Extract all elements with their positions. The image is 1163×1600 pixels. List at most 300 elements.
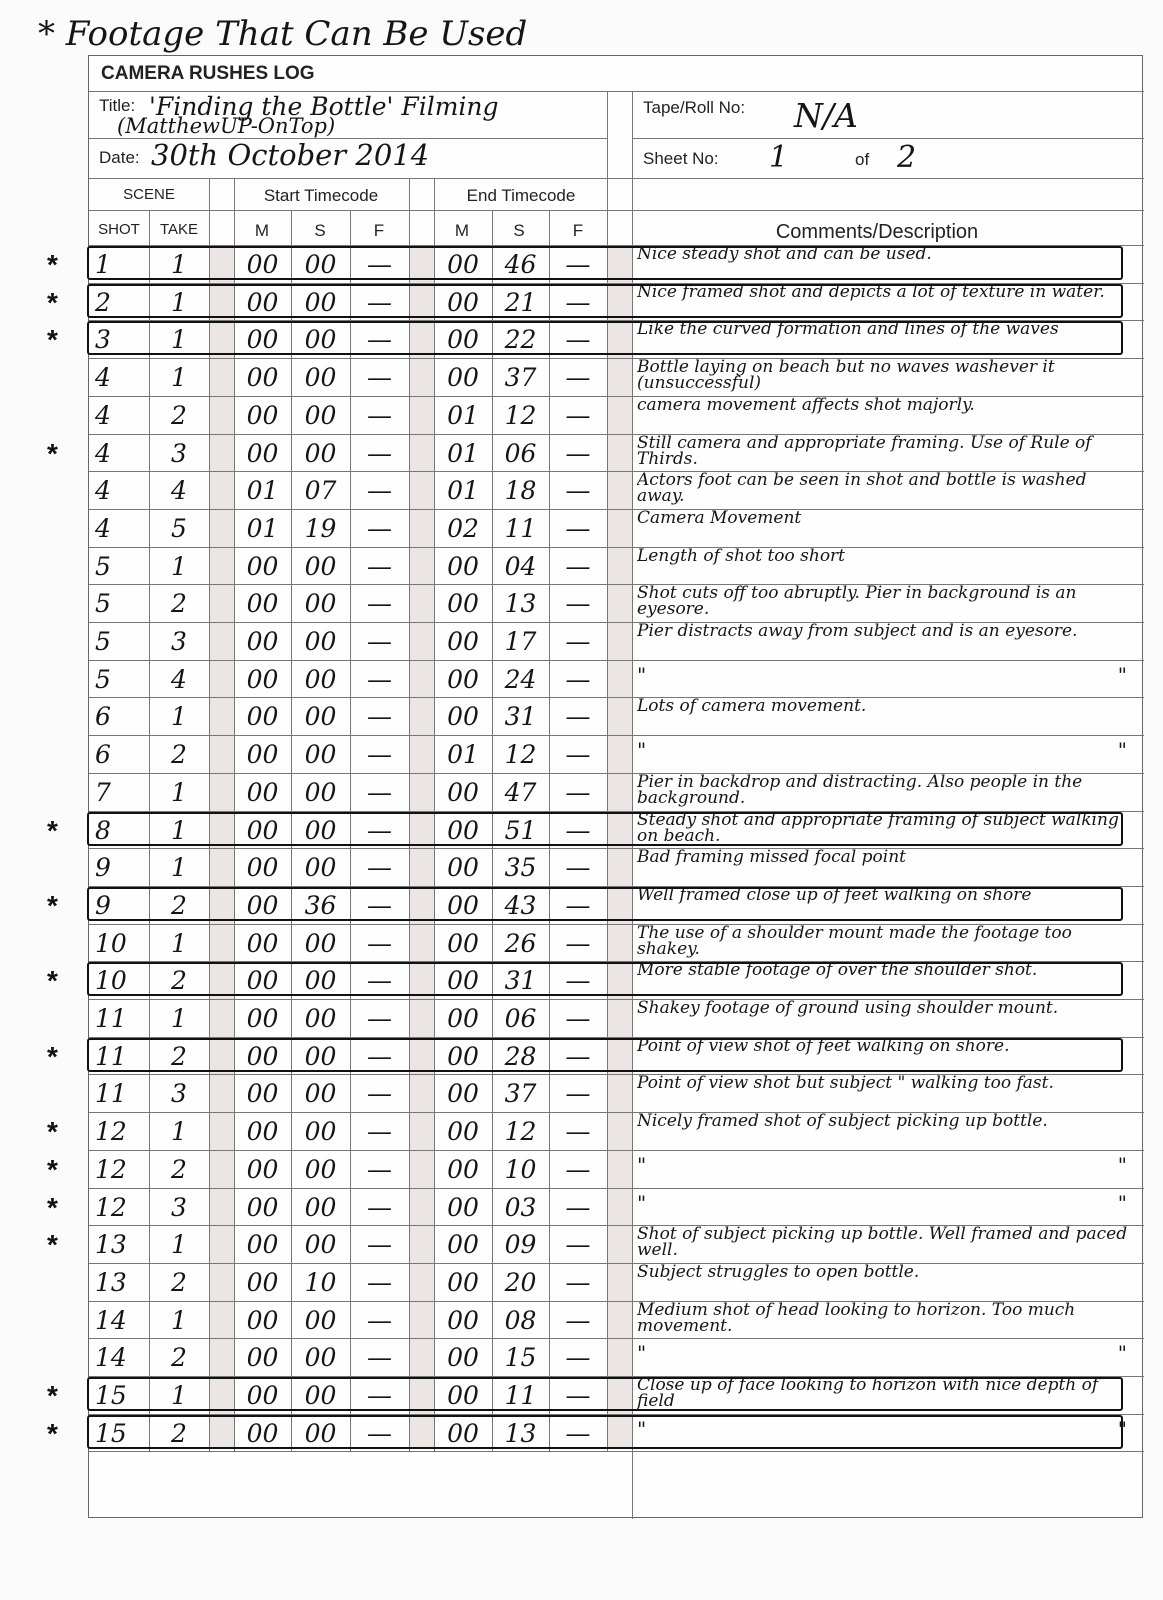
end-m-header: M: [454, 221, 470, 240]
end-s-cell: 08: [504, 1305, 537, 1335]
comment-text: Length of shot too short: [637, 547, 846, 566]
end-m-cell: 01: [447, 400, 479, 430]
take-cell: 2: [171, 400, 187, 430]
take-cell: 2: [171, 966, 187, 996]
start-s-header: S: [314, 221, 326, 240]
start-f-cell: —: [367, 400, 392, 430]
end-m-cell: 00: [447, 551, 479, 581]
shot-cell: 2: [95, 287, 111, 317]
comment-cell: [637, 736, 1137, 772]
comment-cell: [637, 698, 1137, 734]
table-row: [89, 584, 1144, 622]
comment-cell: [637, 510, 1137, 546]
end-f-cell: —: [565, 1230, 591, 1260]
shot-cell: 4: [95, 400, 111, 430]
shot-cell: 9: [95, 853, 111, 883]
end-m-cell: 00: [447, 928, 479, 958]
start-m-cell: 00: [246, 627, 279, 656]
table-row: [47, 434, 1144, 472]
take-cell: 1: [171, 1230, 187, 1260]
end-m-cell: 00: [447, 325, 479, 355]
start-f-cell: —: [367, 589, 392, 619]
start-f-cell: —: [367, 1381, 392, 1410]
shot-cell: 10: [95, 928, 127, 958]
end-s-cell: 31: [504, 966, 537, 996]
take-cell: 1: [171, 1117, 187, 1147]
ditto-mark: ": [1117, 1190, 1127, 1215]
take-cell: 4: [171, 664, 187, 694]
comment-cell: [637, 1302, 1137, 1338]
end-s-cell: 46: [504, 250, 537, 279]
end-f-cell: —: [565, 1267, 591, 1297]
end-f-cell: —: [565, 400, 591, 430]
end-m-cell: 00: [447, 1267, 479, 1297]
end-f-cell: —: [565, 287, 591, 317]
start-m-cell: 00: [246, 1117, 279, 1147]
shot-cell: 8: [95, 815, 111, 845]
end-m-cell: 00: [447, 1117, 479, 1147]
start-s-cell: 00: [304, 1079, 337, 1109]
start-s-cell: 00: [304, 740, 337, 770]
start-s-cell: 00: [304, 928, 337, 958]
comment-cell: [637, 1264, 1137, 1300]
start-m-cell: 00: [246, 1154, 279, 1184]
start-s-cell: 00: [304, 363, 337, 393]
of-label: of: [855, 150, 870, 169]
end-m-cell: 00: [447, 966, 479, 996]
end-s-cell: 03: [504, 1192, 537, 1222]
start-m-cell: 00: [246, 740, 279, 770]
end-m-cell: 00: [447, 589, 479, 619]
start-f-cell: —: [367, 250, 392, 279]
start-m-cell: 00: [246, 438, 279, 468]
end-m-cell: 00: [447, 363, 479, 393]
table-row: [89, 358, 1144, 396]
start-s-cell: 00: [304, 1004, 337, 1033]
table-row: [89, 1263, 1144, 1301]
comment-text: Like the curved formation and lines of the waves: [637, 321, 1059, 340]
end-s-cell: 04: [504, 551, 537, 581]
end-m-cell: 00: [447, 664, 479, 694]
start-f-cell: —: [367, 966, 392, 996]
tape-roll-label: Tape/Roll No:: [643, 98, 746, 117]
take-cell: 1: [171, 363, 187, 393]
start-s-cell: 00: [304, 1192, 337, 1222]
end-s-cell: 12: [504, 400, 537, 430]
end-s-cell: 37: [504, 1079, 537, 1109]
usable-star-mark: *: [47, 286, 58, 318]
shot-cell: 4: [95, 363, 111, 393]
start-s-cell: 00: [304, 1154, 337, 1184]
sheet-no-label: Sheet No:: [643, 149, 719, 168]
end-f-cell: —: [565, 1079, 591, 1109]
ditto-mark: ": [1117, 1341, 1127, 1366]
usable-star-mark: *: [47, 1040, 58, 1072]
take-cell: 1: [171, 928, 187, 958]
end-s-cell: 43: [504, 890, 537, 920]
take-cell: 1: [171, 1004, 187, 1033]
comment-text: The use of a shoulder mount made the footage too shakey.: [637, 924, 1072, 959]
end-f-cell: —: [565, 664, 591, 694]
shot-cell: 5: [95, 589, 111, 619]
start-s-cell: 00: [304, 1117, 337, 1147]
start-s-cell: 00: [304, 250, 337, 279]
comment-text: Nice steady shot and can be used.: [637, 246, 932, 264]
end-f-cell: —: [565, 890, 591, 920]
usable-star-mark: *: [47, 814, 58, 846]
table-row: [47, 245, 1144, 283]
comment-text: ": [637, 738, 647, 763]
take-cell: 1: [171, 325, 187, 355]
comment-text: ": [637, 662, 647, 687]
comments-header: Comments/Description: [775, 221, 979, 243]
start-f-cell: —: [367, 627, 392, 656]
table-row: [47, 1376, 1144, 1414]
shot-cell: 14: [95, 1343, 127, 1373]
table-row: [89, 1301, 1144, 1339]
start-m-cell: 00: [246, 1079, 279, 1109]
end-m-cell: 00: [447, 1230, 479, 1260]
table-row: [89, 471, 1144, 509]
table-row: [89, 999, 1144, 1037]
comment-text: ": [637, 1416, 647, 1441]
end-m-cell: 00: [447, 815, 479, 845]
comment-cell: [637, 623, 1137, 659]
start-m-cell: 00: [246, 400, 279, 430]
end-s-cell: 15: [504, 1343, 537, 1373]
end-f-cell: —: [565, 966, 591, 996]
start-f-cell: —: [367, 1418, 392, 1448]
take-cell: 2: [171, 1267, 187, 1297]
log-title: CAMERA RUSHES LOG: [101, 63, 315, 84]
take-cell: 2: [171, 589, 187, 619]
comment-text: Shakey footage of ground using shoulder mount.: [637, 1000, 1059, 1018]
comment-text: Actors foot can be seen in shot and bottle is washed away.: [637, 472, 1087, 507]
table-row: [47, 1414, 1144, 1452]
take-cell: 2: [171, 1418, 187, 1448]
table-row: [89, 848, 1144, 886]
take-cell: 1: [171, 702, 187, 732]
take-cell: 2: [171, 1041, 187, 1071]
end-s-cell: 06: [504, 1004, 537, 1033]
usable-star-mark: *: [47, 324, 58, 356]
table-row: [89, 622, 1144, 660]
take-cell: 2: [171, 1154, 187, 1184]
comment-text: Lots of camera movement.: [637, 698, 867, 717]
start-m-cell: 00: [246, 1418, 279, 1448]
end-s-header: S: [513, 221, 525, 240]
comment-cell: [637, 246, 1137, 282]
start-f-cell: —: [367, 815, 392, 845]
table-row: [47, 811, 1144, 849]
start-m-cell: 00: [246, 1230, 279, 1260]
comment-cell: [637, 962, 1137, 998]
start-f-cell: —: [367, 1117, 392, 1147]
shot-cell: 11: [95, 1004, 127, 1033]
shot-cell: 6: [95, 740, 111, 770]
end-m-cell: 00: [447, 890, 479, 920]
start-s-cell: 00: [304, 551, 337, 581]
table-row: [89, 396, 1144, 434]
end-s-cell: 20: [504, 1267, 537, 1297]
end-f-cell: —: [565, 325, 591, 355]
end-f-cell: —: [565, 1117, 591, 1147]
comment-text: Shot cuts off too abruptly. Pier in background is an eyesore.: [637, 585, 1077, 620]
comment-text: Camera Movement: [637, 509, 802, 528]
shot-cell: 5: [95, 627, 111, 656]
end-s-cell: 31: [504, 702, 537, 732]
start-m-cell: 00: [246, 664, 279, 694]
take-cell: 1: [171, 551, 187, 581]
end-m-cell: 01: [447, 476, 479, 506]
take-cell: 3: [171, 438, 187, 468]
comment-text: ": [637, 1152, 647, 1177]
shot-header: SHOT: [98, 221, 140, 238]
end-f-cell: —: [565, 1192, 591, 1222]
comment-text: Nicely framed shot of subject picking up bottle.: [637, 1113, 1048, 1132]
end-s-cell: 37: [504, 363, 537, 393]
comment-cell: [637, 1075, 1137, 1111]
end-f-cell: —: [565, 513, 591, 543]
usable-star-mark: *: [47, 1229, 58, 1261]
comment-text: More stable footage of over the shoulder shot.: [637, 962, 1038, 981]
start-f-cell: —: [367, 853, 392, 883]
start-s-cell: 19: [304, 513, 337, 543]
start-m-cell: 01: [246, 513, 279, 543]
comment-cell: [637, 284, 1137, 320]
start-m-cell: 00: [246, 966, 279, 996]
start-s-cell: 36: [304, 890, 337, 920]
end-s-cell: 10: [504, 1154, 537, 1184]
table-row: [89, 547, 1144, 585]
end-m-cell: 01: [447, 438, 479, 468]
start-f-cell: —: [367, 928, 392, 958]
end-s-cell: 17: [504, 627, 537, 656]
start-s-cell: 10: [304, 1267, 337, 1297]
end-m-cell: 00: [447, 1381, 479, 1410]
start-s-cell: 00: [304, 1381, 337, 1410]
shot-cell: 12: [95, 1117, 127, 1147]
shot-cell: 10: [95, 966, 127, 996]
end-f-cell: —: [565, 438, 591, 468]
comment-text: Nice framed shot and depicts a lot of texture in water.: [637, 283, 1105, 302]
start-f-cell: —: [367, 287, 392, 317]
ditto-mark: ": [1117, 1152, 1127, 1177]
start-s-cell: 00: [304, 702, 337, 732]
comment-text: Still camera and appropriate framing. Use of Rule of Thirds.: [637, 434, 1092, 469]
comment-cell: [637, 774, 1137, 810]
comment-text: camera movement affects shot majorly.: [637, 396, 975, 415]
table-row: [47, 1188, 1144, 1226]
end-s-cell: 35: [504, 853, 537, 883]
shot-cell: 6: [95, 702, 111, 732]
comment-cell: [637, 812, 1137, 848]
end-f-cell: —: [565, 815, 591, 845]
table-row: [89, 924, 1144, 962]
end-s-cell: 11: [504, 513, 537, 543]
end-s-cell: 06: [504, 438, 537, 468]
usable-star-mark: *: [47, 889, 58, 921]
start-s-cell: 00: [304, 664, 337, 694]
end-f-cell: —: [565, 627, 591, 656]
end-f-cell: —: [565, 1343, 591, 1373]
comment-cell: [637, 1000, 1137, 1036]
table-row: [89, 1074, 1144, 1112]
comment-text: ": [637, 1190, 647, 1215]
usable-star-mark: *: [47, 1153, 58, 1185]
start-m-cell: 00: [246, 928, 279, 958]
shot-cell: 13: [95, 1267, 127, 1297]
shot-cell: 5: [95, 551, 111, 581]
ditto-mark: ": [1117, 1416, 1127, 1441]
comment-cell: [637, 849, 1137, 885]
end-f-header: F: [572, 221, 584, 240]
comment-text: Pier distracts away from subject and is an eyesore.: [637, 623, 1078, 641]
end-m-cell: 00: [447, 1041, 479, 1071]
shot-cell: 14: [95, 1305, 127, 1335]
start-f-cell: —: [367, 1004, 392, 1033]
sheet-total-value: 2: [897, 140, 917, 175]
comment-cell: [637, 472, 1137, 508]
date-value: 30th October 2014: [151, 138, 430, 172]
start-f-cell: —: [367, 476, 392, 506]
end-f-cell: —: [565, 551, 591, 581]
end-s-cell: 11: [504, 1381, 537, 1410]
shot-cell: 11: [95, 1079, 127, 1109]
shot-cell: 5: [95, 664, 111, 694]
table-row: [89, 773, 1144, 811]
end-s-cell: 21: [504, 287, 537, 317]
comment-text: Close up of face looking to horizon with nice depth of field: [637, 1377, 1099, 1411]
start-m-cell: 00: [246, 1343, 279, 1373]
table-row: [89, 1338, 1144, 1376]
start-f-cell: —: [367, 1267, 392, 1297]
comment-cell: [637, 1226, 1137, 1262]
start-s-cell: 00: [304, 438, 337, 468]
title-label: Title:: [99, 96, 136, 115]
take-cell: 2: [171, 740, 187, 770]
comment-cell: [637, 1377, 1137, 1413]
start-s-cell: 00: [304, 400, 337, 430]
end-f-cell: —: [565, 1004, 591, 1033]
end-s-cell: 28: [504, 1041, 537, 1071]
end-m-cell: 00: [447, 777, 479, 807]
end-s-cell: 13: [504, 589, 537, 619]
comment-text: Shot of subject picking up bottle. Well framed and paced well.: [637, 1226, 1128, 1261]
start-f-cell: —: [367, 1154, 392, 1184]
shot-cell: 12: [95, 1154, 127, 1184]
end-f-cell: —: [565, 1418, 591, 1448]
table-row: [47, 320, 1144, 358]
end-m-cell: 02: [447, 513, 479, 543]
comment-cell: [637, 925, 1137, 961]
comment-text: Medium shot of head looking to horizon. Too much movement.: [637, 1301, 1076, 1336]
comment-cell: [637, 1415, 1137, 1451]
shot-cell: 4: [95, 438, 111, 468]
start-m-cell: 00: [246, 1305, 279, 1335]
start-s-cell: 00: [304, 589, 337, 619]
table-row: [89, 509, 1144, 547]
end-timecode-header: End Timecode: [466, 186, 576, 205]
take-cell: 1: [171, 815, 187, 845]
end-f-cell: —: [565, 740, 591, 770]
start-m-cell: 00: [246, 777, 279, 807]
start-s-cell: 00: [304, 1041, 337, 1071]
end-f-cell: —: [565, 1381, 591, 1410]
start-f-cell: —: [367, 890, 392, 920]
start-m-cell: 00: [246, 815, 279, 845]
end-m-cell: 00: [447, 1343, 479, 1373]
comment-cell: [637, 321, 1137, 357]
end-f-cell: —: [565, 589, 591, 619]
start-m-cell: 01: [246, 476, 279, 506]
start-s-cell: 00: [304, 777, 337, 807]
start-f-cell: —: [367, 777, 392, 807]
end-s-cell: 26: [504, 928, 537, 958]
shot-cell: 3: [95, 325, 111, 355]
take-cell: 1: [171, 287, 187, 317]
date-label: Date:: [99, 148, 140, 167]
start-f-cell: —: [367, 664, 392, 694]
usable-star-mark: *: [47, 1380, 58, 1411]
start-s-cell: 00: [304, 627, 337, 656]
table-row: [47, 1037, 1144, 1075]
table-row: [89, 735, 1144, 773]
table-row: [47, 1225, 1144, 1263]
end-m-cell: 00: [447, 1004, 479, 1033]
start-timecode-header: Start Timecode: [263, 186, 379, 205]
start-f-cell: —: [367, 1192, 392, 1222]
start-m-cell: 00: [246, 702, 279, 732]
end-m-cell: 00: [447, 853, 479, 883]
comment-text: Point of view shot of feet walking on shore.: [637, 1037, 1010, 1056]
start-m-cell: 00: [246, 250, 279, 279]
end-m-cell: 00: [447, 1192, 479, 1222]
start-f-cell: —: [367, 1230, 392, 1260]
start-f-header: F: [373, 221, 385, 240]
start-s-cell: 00: [304, 287, 337, 317]
end-f-cell: —: [565, 1305, 591, 1335]
start-m-cell: 00: [246, 363, 279, 393]
comment-text: Bottle laying on beach but no waves washever it (unsuccessful): [637, 359, 1055, 394]
start-f-cell: —: [367, 702, 392, 732]
table-row: [47, 1150, 1144, 1188]
start-f-cell: —: [367, 438, 392, 468]
start-f-cell: —: [367, 1041, 392, 1071]
end-s-cell: 12: [504, 740, 537, 770]
take-cell: 1: [171, 1381, 187, 1410]
end-f-cell: —: [565, 853, 591, 883]
take-cell: 3: [171, 1079, 187, 1109]
sheet-no-value: 1: [769, 140, 789, 175]
usable-star-mark: *: [47, 249, 58, 280]
table-row: [89, 697, 1144, 735]
take-header: TAKE: [159, 221, 199, 238]
start-f-cell: —: [367, 1079, 392, 1109]
start-s-cell: 00: [304, 1305, 337, 1335]
comment-cell: [637, 1113, 1137, 1149]
shot-cell: 1: [95, 250, 111, 279]
end-s-cell: 51: [504, 815, 537, 845]
comment-cell: [637, 548, 1137, 584]
end-f-cell: —: [565, 250, 591, 279]
comment-cell: [637, 1339, 1137, 1375]
start-m-cell: 00: [246, 287, 279, 317]
shot-cell: 4: [95, 513, 111, 543]
comment-text: Bad framing missed focal point: [637, 849, 906, 868]
comment-cell: [637, 359, 1137, 395]
comment-text: Point of view shot but subject " walking too fast.: [637, 1075, 1054, 1094]
